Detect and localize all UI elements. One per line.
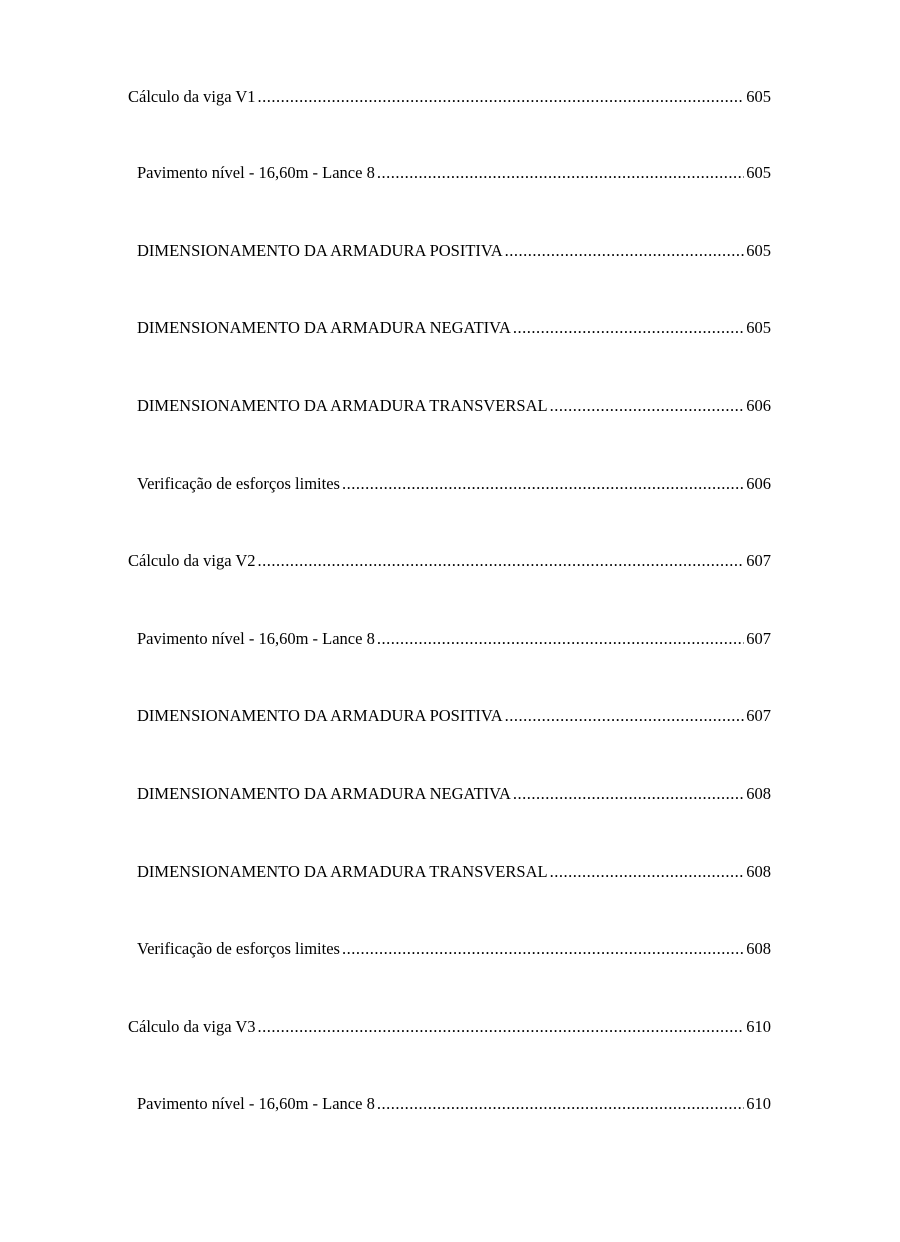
toc-entry-title: Pavimento nível - 16,60m - Lance 8: [137, 163, 375, 182]
toc-entry-armadura-negativa[interactable]: [137, 784, 771, 804]
toc-entry-esforcos-limites[interactable]: [137, 939, 771, 959]
toc-page-number: 606: [746, 474, 771, 493]
toc-entry-viga-v1[interactable]: [128, 87, 771, 107]
toc-entry-title: Pavimento nível - 16,60m - Lance 8: [137, 629, 375, 648]
toc-dot-leader: [342, 939, 744, 959]
toc-page-number: 608: [746, 784, 771, 803]
toc-dot-leader: [342, 474, 744, 494]
toc-dot-leader: [505, 241, 745, 261]
toc-entry-armadura-positiva[interactable]: [137, 241, 771, 261]
toc-entry-viga-v3[interactable]: [128, 1017, 771, 1037]
toc-entry-pavimento[interactable]: [137, 629, 771, 649]
toc-dot-leader: [377, 1094, 744, 1114]
toc-entry-title: Verificação de esforços limites: [137, 939, 340, 958]
toc-page-number: 605: [746, 318, 771, 337]
toc-entry-title: DIMENSIONAMENTO DA ARMADURA POSITIVA: [137, 706, 503, 725]
toc-page-number: 607: [746, 629, 771, 648]
toc-entry-pavimento[interactable]: [137, 1094, 771, 1114]
toc-page-number: 607: [746, 706, 771, 725]
toc-dot-leader: [377, 629, 744, 649]
toc-page-number: 605: [746, 163, 771, 182]
toc-entry-armadura-transversal[interactable]: [137, 396, 771, 416]
toc-dot-leader: [258, 551, 745, 571]
toc-entry-armadura-negativa[interactable]: [137, 318, 771, 338]
toc-entry-esforcos-limites[interactable]: [137, 474, 771, 494]
toc-page-number: 608: [746, 939, 771, 958]
toc-page-number: 610: [746, 1017, 771, 1036]
toc-dot-leader: [377, 163, 744, 183]
toc-entry-title: DIMENSIONAMENTO DA ARMADURA NEGATIVA: [137, 784, 511, 803]
toc-entry-title: DIMENSIONAMENTO DA ARMADURA TRANSVERSAL: [137, 862, 548, 881]
toc-entry-armadura-positiva[interactable]: [137, 706, 771, 726]
toc-page-number: 607: [746, 551, 771, 570]
toc-page-number: 610: [746, 1094, 771, 1113]
toc-page-number: 606: [746, 396, 771, 415]
toc-dot-leader: [513, 318, 744, 338]
toc-page-number: 605: [746, 241, 771, 260]
toc-entry-pavimento[interactable]: [137, 163, 771, 183]
toc-dot-leader: [258, 1017, 745, 1037]
toc-entry-title: DIMENSIONAMENTO DA ARMADURA POSITIVA: [137, 241, 503, 260]
toc-entry-viga-v2[interactable]: [128, 551, 771, 571]
toc-entry-title: DIMENSIONAMENTO DA ARMADURA TRANSVERSAL: [137, 396, 548, 415]
toc-dot-leader: [258, 87, 745, 107]
toc-dot-leader: [550, 862, 745, 882]
toc-page-number: 605: [746, 87, 771, 106]
toc-page-number: 608: [746, 862, 771, 881]
toc-dot-leader: [505, 706, 745, 726]
toc-dot-leader: [513, 784, 744, 804]
toc-entry-title: Cálculo da viga V2: [128, 551, 256, 570]
toc-entry-title: Pavimento nível - 16,60m - Lance 8: [137, 1094, 375, 1113]
toc-entry-title: DIMENSIONAMENTO DA ARMADURA NEGATIVA: [137, 318, 511, 337]
toc-dot-leader: [550, 396, 745, 416]
toc-entry-title: Verificação de esforços limites: [137, 474, 340, 493]
toc-entry-armadura-transversal[interactable]: [137, 862, 771, 882]
toc-entry-title: Cálculo da viga V3: [128, 1017, 256, 1036]
toc-entry-title: Cálculo da viga V1: [128, 87, 256, 106]
